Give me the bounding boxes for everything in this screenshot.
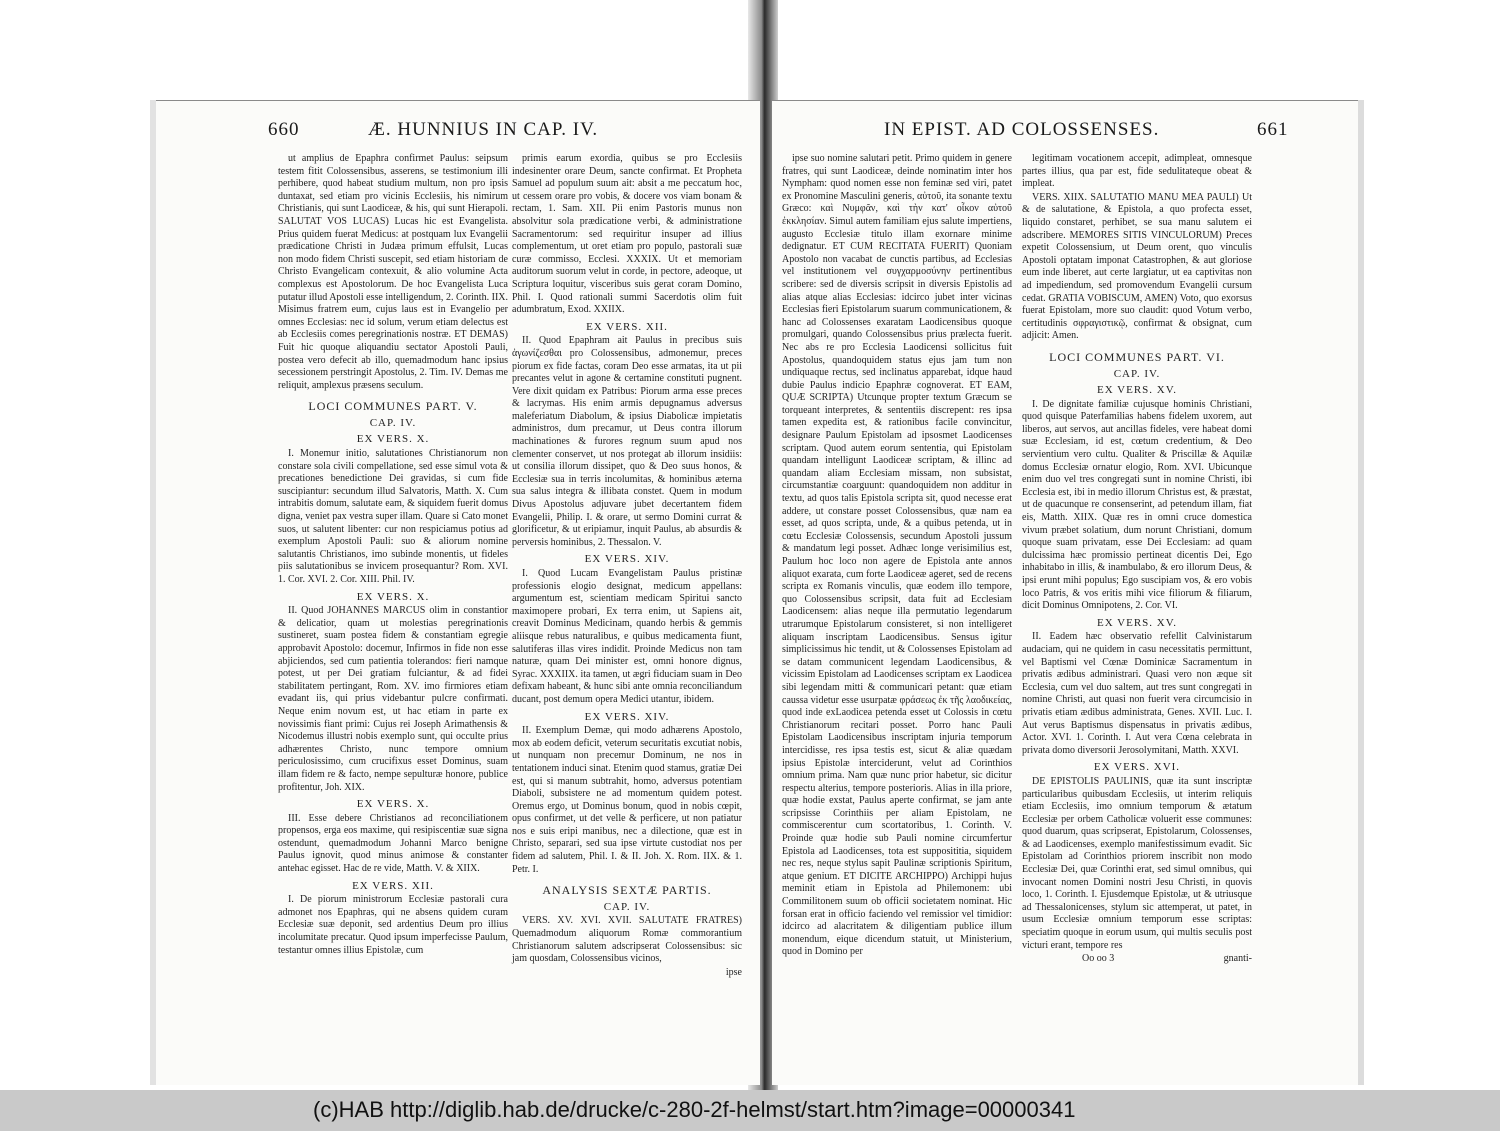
verse-heading: EX VERS. XVI. [1093,761,1181,774]
right-page-number: 661 [1257,119,1289,140]
signature-mark: Oo oo 3 [1082,953,1115,965]
verse-heading: EX VERS. XIV. [584,553,670,566]
section-heading: ANALYSIS SEXTÆ PARTIS. [542,883,712,898]
section-heading: LOCI COMMUNES PART. VI. [1049,349,1225,364]
verse-heading: EX VERS. XII. [352,879,434,892]
chapter-heading: CAP. IV. [603,900,651,913]
right-column-1 [782,153,1012,960]
signature-line [1022,953,1252,966]
left-column-1 [278,153,508,958]
paragraph: VERS. XIIX. SALUTATIO MANU MEA PAULI) Ut & de salutatione, & Epistola, a quo profecta esset, liquido constaret, perhibet, se sua manu salutem ei adscribere. MEMORES SITIS VINCULORUM) Preces expetit Colossensium, ut Deum orent, quo vinculis Apostoli optatam imponat Catastrophen, & aut gloriose eum inde liberet, aut certe largiatur, ut ea captivitas non ad impediendum, sed promovendum Evangelii cursum cedat. GRATIA VOBISCUM, AMEN) Voto, quo exorsus fuerat Epistolam, more suo claudit: quod Votum verbo, certitudinis σφραγιστικῷ, confirmat & obsignat, cum adjicit: Amen. [1022,191,1252,342]
section-heading: LOCI COMMUNES PART. V. [308,399,478,414]
verse-heading: EX VERS. X. [356,798,430,811]
left-page [150,100,760,1085]
paragraph: ut amplius de Epaphra confirmet Paulus: seipsum testem fitit Colossensibus, asserens, se testimonium illi perhibere, quod habeat studium multum, non pro ipsis duntaxat, sed etiam pro vicinis Ecclesiis, his nimirum Christianis, qui sunt Laodiceæ, & his, qui sunt Hierapoli. SALUTAT VOS LUCAS) Lucas hic est Evangelista. Prius quidem fuerat Medicus: at postquam lux Evangelii prædicatione Christi in Judæa primum effulsit, Lucas non modo fidem Christi suscepit, sed etiam historiam de Christo Evangelicam contexuit, & alio volumine Acta complexus est Apostolorum. De hoc Evangelista Luca putatur illud Apostoli esse intelligendum, 2. Corinth. IIX. Misimus fratrem eum, cujus laus est in Evangelio per omnes Ecclesias: nec id solum, verum etiam delectus est ab Ecclesiis comes peregrinationis nostræ. ET DEMAS) Fuit hic quoque aliquandiu sectator Apostoli Pauli, postea vero defecit ab illo, quemadmodum hanc ipsius secessionem perstringit Apostolus, 2. Tim. IV. Demas me reliquit, amplexus præsens seculum. [278,153,508,391]
catchword: gnanti- [1223,953,1252,965]
paragraph: VERS. XV. XVI. XVII. SALUTATE FRATRES) Quemadmodum aliquorum Romæ commorantium Christianorum salutem adscripserat Colossensibus: sic jam quosdam, Colossensibus vicinos, [512,915,742,965]
verse-heading: EX VERS. XV. [1096,616,1178,629]
left-running-head [150,119,760,145]
left-column-2 [512,153,742,979]
right-running-head [772,119,1364,145]
left-running-title: Æ. HUNNIUS IN CAP. IV. [368,119,599,140]
paragraph: ipse suo nomine salutari petit. Primo quidem in genere fratres, qui sunt Laodiceæ, deinde nominatim inter hos Nympham: quod nomen esse non feminæ sed viri, patet ex Pronomine Masculini generis, αὐτοῦ, ita sonante textu Græco: καὶ Νυμφᾶν, καὶ τὴν κατ' οἶκον αὐτοῦ ἐκκλησίαν. Simul autem familiam ejus salute impertiens, augusto Ecclesiæ titulo illam exornare minime dedignatur. ET CUM RECITATA FUERIT) Quoniam Apostolo non vacabat de cunctis partibus, ad Ecclesias vel institutionem vel συγχαρμοσύνην pertinentibus scribere: sed de diversis scripsit in diversis Epistolis ad alias atque alias Ecclesias: idcirco jubet inter vicinas Ecclesias fieri Epistolarum suarum communicationem, & hanc ad Colossenses exaratam Laodicensibus quoque promulgari, quando Colossensibus prius prælecta fuerit. Nec abs re pro Ecclesia Laodicensi sollicitus fuit Apostolus, quandoquidem status ejus jam tum non undiquaque rectus, sed inclinatus apparebat, idque haud dubie Paulus indicio Epaphræ cognoverat. ET EAM, QUÆ SCRIPTA) Utcunque propter textum Græcum se torqueant interpretes, & sententiis discrepent: res ipsa tamen expedita est, & rationibus facile convincitur, designare Paulum Epistolam ad ipsosmet Laodicenses scriptam. Quod autem eorum sententia, qui Epistolam quandam intelligunt Laodiceæ scriptam, & illinc ad quandam aliam Ecclesiam missam, non subsistat, circumstantiæ coarguunt: quandoquidem non additur in textu, ad quos talis Epistola scripta sit, quod necesse erat addere, ut constare posset Colossensibus, quæ nam ea esset, ad quos scripta, unde, & a quibus petenda, ut in cœtu Ecclesiæ Colossensis, secundum Apostoli jussum & mandatum legi posset. Adhæc longe verisimilius est, Paulum hoc loco non agere de Epistola ante annos aliquot exarata, cum forte Laodiceæ ageret, sed de recens scripta ex Romanis vinculis, quæ eodem illo tempore, quo Colossensibus scripsit, data fuit ad Ecclesiam Laodicensem: alias neque illa permutatio legendarum utrarumque Epistolarum consisteret, si non intelligeret aliquam inscriptam Laodicensibus. Sensus igitur simplicissimus hic tendit, ut & Colossenses Epistolam ad se datam communicent legendam Laodicensibus, & vicissim Epistolam ad Laodicenses scriptam ex Laodicea sibi legendam mitti & communicari petant: quæ etiam caussa videtur esse usurpatæ φράσεως ἐκ τῆς λαοδικείας, quod inde exLaodicea petenda esset ut Colossis in cœtu Christianorum recitari posset. Porro hanc Pauli Epistolam Laodicensibus inscriptam injuria temporum intercidisse, res ipsa testis est, sicut & aliæ quædam ipsius Epistolæ interciderunt, velut ad Corinthios omnium prima. Nam quæ nunc prior habetur, sic dicitur respectu alterius, tempore posterioris. Alias in illa priore, quæ hodie exstat, Paulus aperte confirmat, se jam ante scripsisse Corinthiis per aliam Epistolam, ne commiscerentur cum scortatoribus, 1. Corinth. V. Proinde quæ hodie sub Pauli nomine circumfertur Epistola ad Laodicenses, tota est supposititia, siquidem nec res, neque stylus sapit Paulinæ scriptionis Spiritum, atque genium. ET DICITE ARCHIPPO) Archippi hujus meminit etiam in Epistola ad Philemonem: ubi Commilitonem suum ob officii societatem nominat. Hic forsan erat in officio faciendo vel remissior vel timidior: idcirco ad alacritatem & diligentiam publice illum monendum, eique dicendum statuit, ut Ministerium, quod in Domino per [782,153,1012,958]
paragraph: II. Quod JOHANNES MARCUS olim in constantior & delicatior, quam ut molestias peregrinationis sustineret, suam postea fidem & constantiam egregie approbavit Apostolo: docemur, Infirmos in fide non esse abjiciendos, sed cum patientia tolerandos: fieri namque potest, ut per Dei gratiam fulciantur, & ad fidei stabilitatem pertingant, Rom. XV. imo firmiores etiam evadant iis, qui prius videbantur pulcre confirmati. Neque enim novum est, ut hac etiam in parte ex novissimis fiant primi: Cujus rei Joseph Arimathensis & Nicodemus illustri nobis exemplo sunt, qui occulte prius adhærentes Christo, nunc tempore omnium periculosissimo, cum crucifixus esset Dominus, suam illam fidem re & facto, nempe sepulturæ honore, publice profitentur, Joh. XIX. [278,605,508,793]
right-page [772,100,1364,1085]
paragraph: DE EPISTOLIS PAULINIS, quæ ita sunt inscriptæ particularibus quibusdam Ecclesiis, ut interim reliquis etiam Ecclesiis, imo omnium temporum & ætatum Ecclesiæ per orbem Catholicæ voluerit esse communes: quod duarum, quas scripserat, Epistolarum, Colossenses, & ad Laodicenses, exemplo manifestissimum evadit. Sic Epistolam ad Corinthios priorem inscribit non modo Ecclesiæ Dei, quæ Corinthi erat, sed simul omnibus, qui invocant nomen Domini nostri Jesu Christi, in quovis loco, 1. Corinth. I. Ejusdemque Epistolæ, ut & utriusque ad Thessalonicenses, stylum sic attemperat, ut patet, in usum Ecclesiæ omnium temporum esse scriptas: speciatim quoque in eorum usum, qui multis seculis post victuri erant, tempore res [1022,775,1252,951]
paragraph: II. Eadem hæc observatio refellit Calvinistarum audaciam, qui ne quidem in casu necessitatis permittunt, vel Baptismi vel Cœnæ Dominicæ Sacramentum in privatis ædibus administrari. Quasi vero non æque sit Ecclesia, cum vel duo saltem, aut tres sunt congregati in nomine Christi, aut quasi non fuerit vera circumcisio in privatis etiam ædibus administrata, Genes. XVII. Luc. I. Aut verus Baptismus dispensatus in privatis ædibus, Actor. XVI. 1. Corinth. I. Aut vera Cœna celebrata in privata domo diversorii Jerosolymitani, Matth. XXVI. [1022,631,1252,756]
left-page-number: 660 [268,119,300,140]
paragraph: legitimam vocationem accepit, adimpleat, omnesque partes illius, qua par est, fide sedulitateque obeat & impleat. [1022,153,1252,190]
paragraph: I. Quod Lucam Evangelistam Paulus pristinæ professionis elogio designat, medicum appellans: argumentum est, scientiam medicam Spiritui sancto maximopere probari, Ex terra enim, ut Sapiens ait, creavit Dominus Medicinam, quando herbis & gemmis aliisque rebus naturalibus, e quibus medicamenta fiunt, salutiferas illas vires indidit. Proinde Medicus non tam naturæ, quam Dei minister est, omni honore dignus, Syrac. XXXIIX. ita tamen, ut ægri fiduciam suam in Deo defixam habeant, & hunc sibi ante omnia reconciliandum ducant, post demum opera Medici utantur, ibidem. [512,568,742,705]
right-running-title: IN EPIST. AD COLOSSENSES. [884,119,1160,140]
verse-heading: EX VERS. XII. [586,320,668,333]
footer-credit-link[interactable]: (c)HAB http://diglib.hab.de/drucke/c-280-2f-helmst/start.htm?image=00000341 [313,1097,1076,1122]
left-page-edge [150,100,156,1085]
paragraph: I. Monemur initio, salutationes Christianorum non constare sola civili compellatione, sed esse simul vota & precationes benedictione Dei gravidas, si cum fide suscipiantur: secundum illud Salvatoris, Matth. X. Cum intrabitis domum, salutate eam, & siquidem fuerit domus digna, veniet pax vestra super illam. Quare si Cato monet suos, ut salutent libenter: cur non respiciamus potius ad exemplum Apostoli Pauli: suo & aliorum nomine salutantis Christianos, imo subinde monentis, ut fideles piis salutationibus se invicem prosequantur? Rom. XVI. 1. Cor. XVI. 2. Cor. XIII. Phil. IV. [278,448,508,585]
verse-heading: EX VERS. X. [356,590,430,603]
paragraph: I. De piorum ministrorum Ecclesiæ pastorali cura admonet nos Epaphras, qui ne absens quidem curam Ecclesiæ suæ deponit, sed ardentius Deum pro illius incolumitate precatur. Quod ipsum imperfecisse Paulum, testantur omnes illius Epistolæ, cum [278,894,508,956]
verse-heading: EX VERS. XV. [1096,384,1178,397]
left-columns [150,153,760,1045]
right-columns [772,153,1364,1045]
paragraph: II. Quod Epaphram ait Paulus in precibus suis ἀγωνίζεσθαι pro Colossensibus, admonemur, preces piorum ex fide factas, coram Deo esse armatas, ita ut pii precantes velut in agone & certamine constituti pugnent. Vere dixit quidam ex Patribus: Piorum arma esse preces & lacrymas. His enim armis depugnamus adversus maleferiatum Diabolum, & ipsius Diabolicæ impietatis administros, dum precamur, ut Deus contra illorum machinationes & furores regnum suum apud nos clementer conservet, ut nos protegat ab illorum insidiis: ut consilia illorum dissipet, quo & Deo suus honos, & Ecclesiæ sua in terris incolumitas, & hominibus æterna sua salus integra & illibata constet. Quem in modum Divus Apostolus adjuvare jubet decertantem fidem Evangelii, Philip. I. & orare, ut sermo Domini currat & glorificetur, & ut eripiamur, inquit Paulus, ab absurdis & perversis hominibus, 2. Thessalon. V. [512,335,742,548]
paragraph: III. Esse debere Christianos ad reconciliationem propensos, erga eos maxime, qui resipiscentiæ suæ signa ostendunt, quemadmodum Johanni Marco benigne Paulus ignovit, quod minus animose & constanter antehac egisset. Hac de re vide, Matth. V. & XIIX. [278,812,508,875]
chapter-heading: CAP. IV. [369,416,417,429]
verse-heading: EX VERS. X. [356,433,430,446]
chapter-heading: CAP. IV. [1113,367,1161,380]
paragraph: I. De dignitate familiæ cujusque hominis Christiani, quod quisque Paterfamilias habens fidelem uxorem, aut liberos, aut servos, aut ancillas fideles, vere habeat domi suæ Ecclesiam, id est, cœtum credentium, & Deo servientium vero cultu. Qualiter & Priscillæ & Aquilæ domus Ecclesiæ ornatur elogio, Rom. XVI. Ubicunque enim duo vel tres congregati sunt in nomine Christi, ibi Ecclesia est, ibi in medio illorum Christus est, & præstat, ut de quacunque re consenserint, ad petendum illam, fiat eis, Matth. XIIX. Quæ res in omni cruce domestica vivum præbet solatium, dum norunt Christiani, domum quoque suam privatam, esse Dei Ecclesiam: ad quam dulcissima hæc promissio pertineat dicentis Dei, Ego inhabitabo in illis, & inambulabo, & ero illorum Deus, & ipsi erunt mihi populus; Ego suscipiam vos, & ero vobis loco Patris, & vos eritis mihi vice filiorum & filiarum, dicit Dominus Omnipotens, 2. Cor. VI. [1022,398,1252,612]
right-column-2 [1022,153,1252,966]
verse-heading: EX VERS. XIV. [584,710,670,723]
paragraph: primis earum exordia, quibus se pro Ecclesiis indesinenter orare Deum, sancte confirmat. Et Propheta Samuel ad populum suum ait: absit a me peccatum hoc, ut cessem orare pro vobis, & docere vos viam bonam & rectam, 1. Sam. XII. Pii enim Pastoris munus non absolvitur sola prædicatione verbi, & administratione Sacramentorum: sed requiritur insuper ad illius complementum, ut oret etiam pro populo, pastorali suæ curæ commisso, Ecclesi. XXXIX. Ut et memoriam auditorum suorum velut in corde, in pectore, adeoque, ut Scriptura loquitur, visceribus suis gerat coram Domino, Phil. I. Quod rationali summi Sacerdotis olim fuit adumbratum, Exod. XXIIX. [512,153,742,316]
paragraph: II. Exemplum Demæ, qui modo adhærens Apostolo, mox ab eodem deficit, veterum securitatis excutiat nobis, ut nunquam non precemur Dominum, ne nos in tentationem induci sinat. Etenim quod stamus, gratiæ Dei est, qui si manum subtrahit, homo, adversus potentiam Diaboli, subsistere ne ad momentum quidem potest. Oremus ergo, ut Dominus bonum, quod in nobis cœpit, opus confirmet, ut det velle & perficere, ut non patiatur nos e suis eripi manibus, nec a dilectione, quæ est in Christo, separari, sed sua ipse virtute custodiat nos per fidem ad salutem, Phil. I. & II. Joh. X. Rom. IIX. & 1. Petr. I. [512,725,742,875]
catchword: ipse [725,966,742,978]
right-page-edge [1358,100,1364,1085]
